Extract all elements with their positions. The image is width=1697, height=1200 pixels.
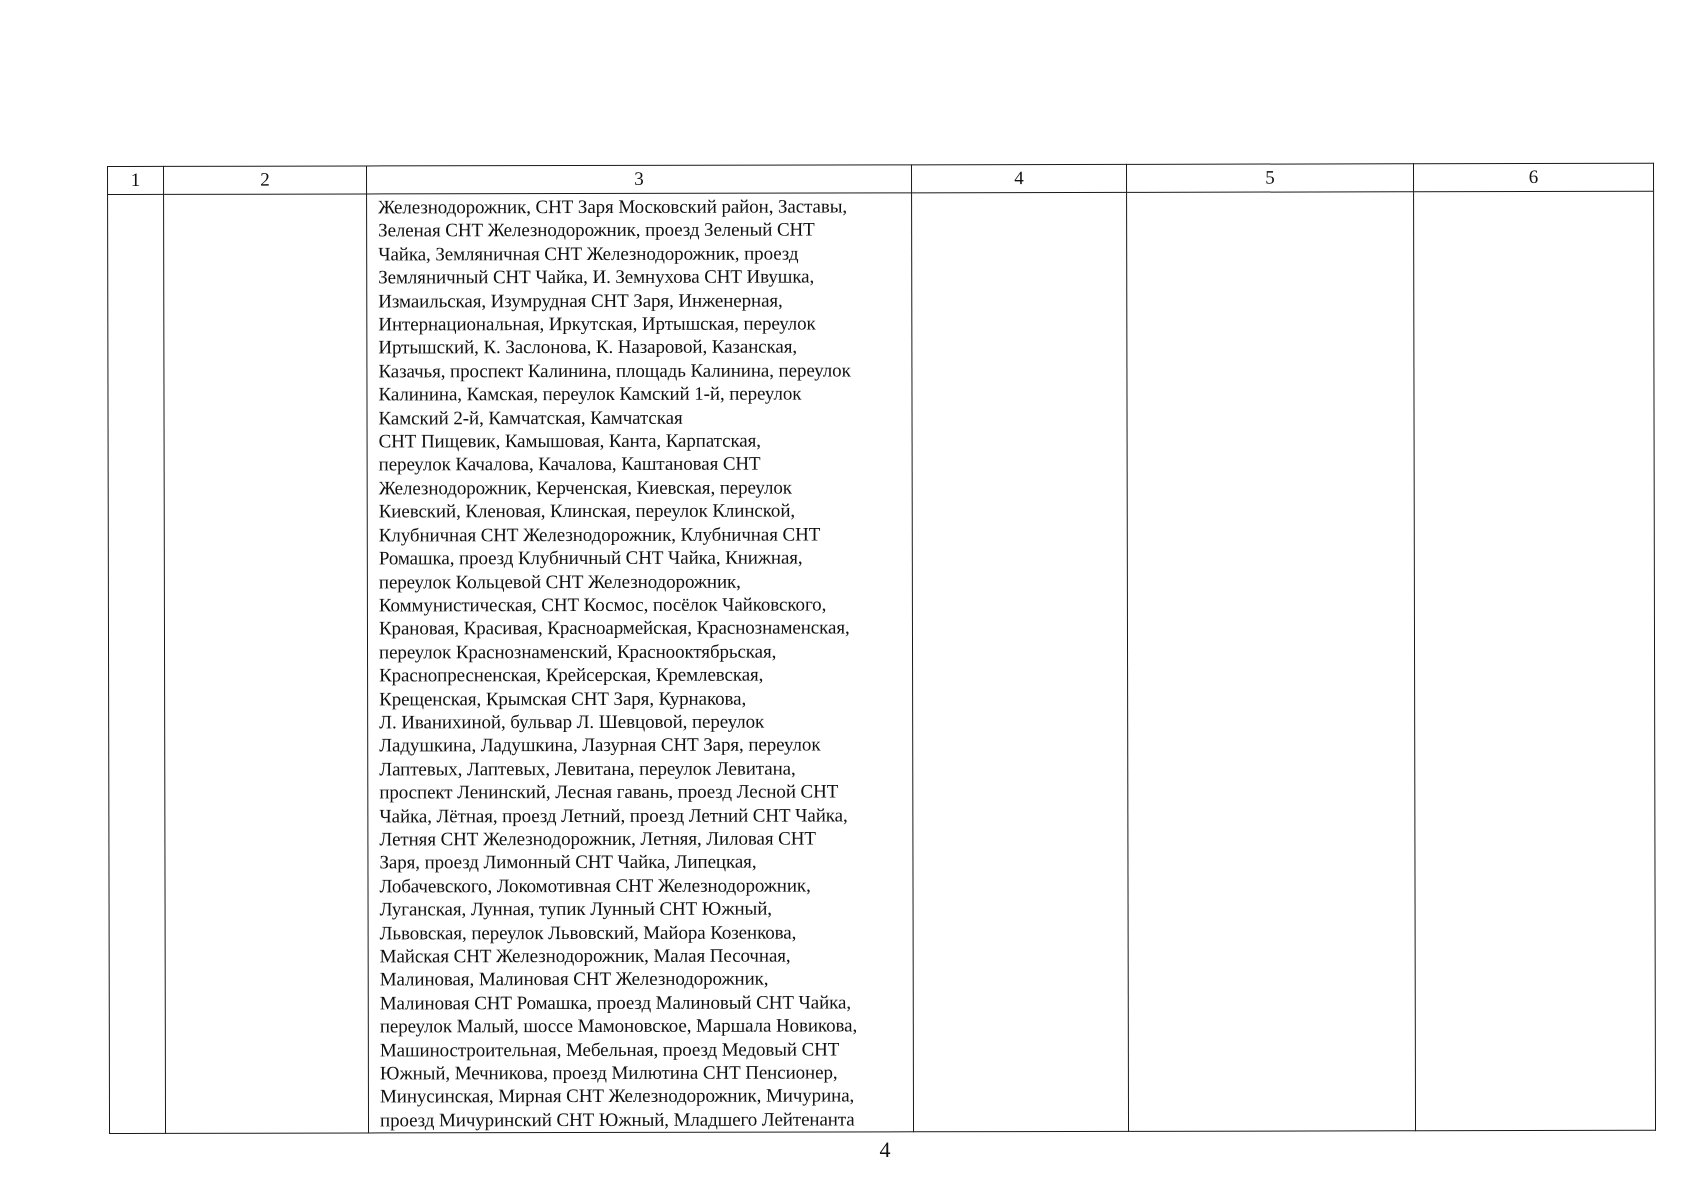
address-table [107, 163, 1656, 1134]
cell-col-4 [912, 192, 1129, 1132]
table-row [108, 191, 1656, 1133]
header-col-5: 5 [1126, 164, 1413, 193]
cell-col-2 [164, 194, 369, 1134]
cell-col-3 [367, 193, 914, 1133]
header-col-6: 6 [1413, 163, 1653, 192]
cell-col-5 [1127, 192, 1416, 1132]
header-col-3: 3 [367, 165, 912, 194]
cell-col-1 [108, 194, 166, 1133]
page-number: 4 [879, 1137, 891, 1162]
header-col-2: 2 [164, 166, 367, 194]
cell-col-6 [1414, 191, 1656, 1131]
header-col-4: 4 [911, 164, 1126, 192]
street-list-text: Железнодорожник, СНТ Заря Московский район, Заставы, Зеленая СНТ Железнодорожник, проезд Зеленый СНТ Чайка, Земляничная СНТ Железнодорожник, проезд Земляничный СНТ Чайка, И. Земнухова СНТ Ивушка, Измаильская, Изумрудная СНТ Заря, Инженерная, Интернациональная, Иркутская, Иртышская, переулок Иртышский, К. Заслонова, К. Назаровой, Казанская, Казачья, проспект Калинина, площадь Калинина, переулок Калинина, Камская, переулок Камский 1-й, переулок Камский 2-й, Камчатская, Камчатская СНТ Пищевик, Камышовая, Канта, Карпатская, переулок Качалова, Качалова, Каштановая СНТ Железнодорожник, Керченская, Киевская, переулок Киевский, Кленовая, Клинская, переулок Клинской, Клубничная СНТ Железнодорожник, Клубничная СНТ Ромашка, проезд Клубничный СНТ Чайка, Книжная, переулок Кольцевой СНТ Железнодорожник, Коммунистическая, СНТ Космос, посёлок Чайковского, Крановая, Красивая, Красноармейская, Краснознаменская, переулок Краснознаменский, Краснооктябрьская, Краснопресненская, Крейсерская, Кремлевская, Крещенская, Крымская СНТ Заря, Курнакова, Л. Иванихиной, бульвар Л. Шевцовой, переулок Ладушкина, Ладушкина, Лазурная СНТ Заря, переулок Лаптевых, Лаптевых, Левитана, переулок Левитана, проспект Ленинский, Лесная гавань, проезд Лесной СНТ Чайка, Лётная, проезд Летний, проезд Летний СНТ Чайка, Летняя СНТ Железнодорожник, Летняя, Лиловая СНТ Заря, проезд Лимонный СНТ Чайка, Липецкая, Лобачевского, Локомотивная СНТ Железнодорожник, Луганская, Лунная, тупик Лунный СНТ Южный, Львовская, переулок Львовский, Майора Козенкова, Майская СНТ Железнодорожник, Малая Песочная, Малиновая, Малиновая СНТ Железнодорожник, Малиновая СНТ Ромашка, проезд Малиновый СНТ Чайка, переулок Малый, шоссе Мамоновское, Маршала Новикова, Машиностроительная, Мебельная, проезд Медовый СНТ Южный, Мечникова, проезд Милютина СНТ Пенсионер, Минусинская, Мирная СНТ Железнодорожник, Мичурина, проезд Мичуринский СНТ Южный, Младшего Лейтенанта [378, 196, 858, 1132]
header-col-1: 1 [108, 166, 164, 194]
table-header-row [108, 163, 1654, 194]
